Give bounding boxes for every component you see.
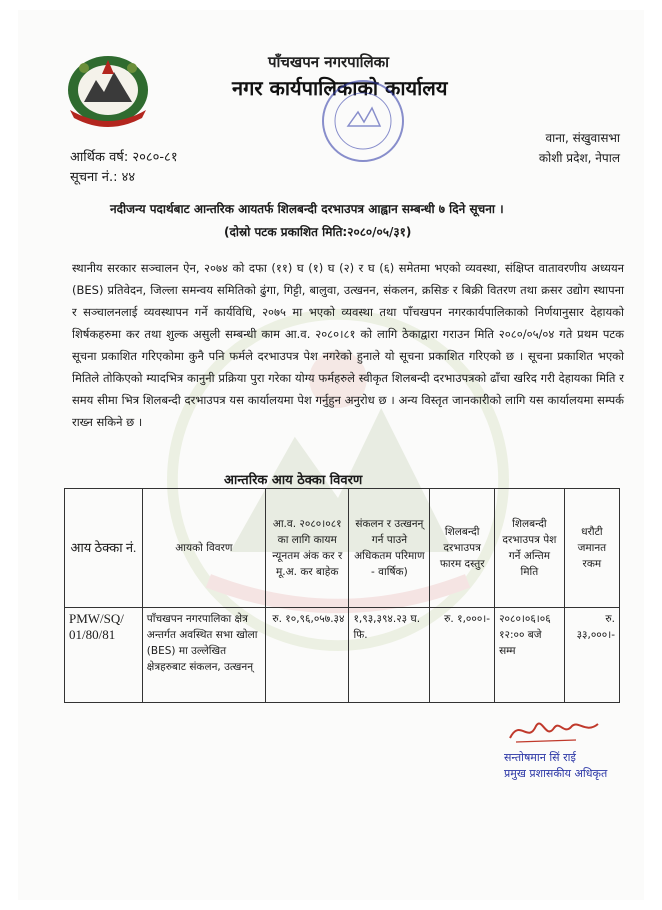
header-deadline: शिलबन्दी दरभाउपत्र पेश गर्ने अन्तिम मिति <box>495 489 565 608</box>
notice-title: नदीजन्य पदार्थबाट आन्तरिक आयतर्फ शिलबन्दी दरभाउपत्र आह्वान सम्बन्धी ७ दिने सूचना । <box>110 202 504 216</box>
office-name: नगर कार्यपालिकाको कार्यालय <box>232 76 448 100</box>
office-seal-icon <box>318 76 408 166</box>
notice-document <box>18 10 644 900</box>
header-max-quantity: संकलन र उत्खनन् गर्न पाउने अधिकतम परिमाण - वार्षिक) <box>349 489 430 608</box>
cell-form-fee: रु. १,०००।- <box>430 608 495 703</box>
header-deposit: धरौटी जमानत रकम <box>564 489 619 608</box>
cell-description: पाँचखपन नगरपालिका क्षेत्र अन्तर्गत अवस्थित सभा खोला (BES) मा उल्लेखित क्षेत्रहरुबाट संकलन, उत्खनन् <box>142 608 265 703</box>
address-line-2: कोशी प्रदेश, नेपाल <box>538 151 620 165</box>
notice-subtitle: (दोस्रो पटक प्रकाशित मिति:२०८०/०५/३१) <box>224 225 412 239</box>
office-address <box>510 128 620 168</box>
nepal-emblem-icon <box>62 48 154 128</box>
notice-meta <box>70 148 178 188</box>
signatory-title: प्रमुख प्रशासकीय अधिकृत <box>504 767 608 780</box>
cell-deadline: २०८०।०६।०६ १२:०० बजे सम्म <box>495 608 565 703</box>
table-caption: आन्तरिक आय ठेक्का विवरण <box>224 473 363 488</box>
table-header-row <box>65 489 620 608</box>
signature-icon <box>506 714 602 746</box>
organization-name: पाँचखपन नगरपालिका <box>268 53 390 71</box>
header-contract-no: आय ठेक्का नं. <box>65 489 143 608</box>
table-row <box>65 608 620 703</box>
fiscal-year: आर्थिक वर्ष: २०८०-८१ <box>70 150 178 165</box>
cell-contract-no: PMW/SQ/ 01/80/81 <box>65 608 143 703</box>
revenue-contract-table <box>64 488 620 703</box>
header-form-fee: शिलबन्दी दरभाउपत्र फारम दस्तुर <box>430 489 495 608</box>
cell-deposit: रु. ३३,०००।- <box>564 608 619 703</box>
header-description: आयको विवरण <box>142 489 265 608</box>
notice-number: सूचना नं.: ४४ <box>70 170 136 185</box>
signatory-name: सन्तोषमान सिं राई <box>504 751 576 764</box>
notice-body: स्थानीय सरकार सञ्चालन ऐन, २०७४ को दफा (११) घ (१) घ (२) र घ (६) समेतमा भएको व्यवस्था, संक्षिप्त वातावरणीय अध्ययन (BES) प्रतिवेदन, जिल्ला समन्वय समितिको ढुंगा, गिट्टी, बालुवा, उत्खनन, संकलन, क्रसिङ र बिक्री वितरण तथा क्रसर उद्योग स्थापना र सञ्चालनलाई व्यवस्थापन गर्ने कार्यविधि, २०७५ मा भएको व्यवस्था तथा पाँचखपन नगरकार्यपालिकाको निर्णयानुसार देहायको शिर्षकहरुमा कर तथा शुल्क असुली सम्बन्धी काम आ.व. २०८०।८१ को लागि ठेकाद्वारा गराउन मिति २०८०/०५/०४ गते प्रथम पटक सूचना प्रकाशित गरिएकोमा कुनै पनि फर्मले दरभाउपत्र पेश नगरेको हुनाले यो सूचना प्रकाशित गरिएको छ । सूचना प्रकाशित भएको मितिले तोकिएको म्यादभित्र कानुनी प्रक्रिया पुरा गरेका योग्य फर्महरुले स्वीकृत शिलबन्दी दरभाउपत्रको ढाँचा खरिद गरी देहायका मिति र समय सीमा भित्र शिलबन्दी दरभाउपत्र यस कार्यालयमा पेश गर्नुहुन अनुरोध छ । अन्य विस्तृत जानकारीको लागि यस कार्यालयमा सम्पर्क राख्न सकिने छ । <box>72 261 624 429</box>
address-line-1: वाना, संखुवासभा <box>545 131 620 145</box>
cell-minimum-amount: रु. १०,९६,०५७.३४ <box>265 608 348 703</box>
cell-max-quantity: १,९३,३९४.२३ घ. फि. <box>349 608 430 703</box>
header-minimum-amount: आ.व. २०८०।०८१ का लागि कायम न्यूनतम अंक कर र मू.अ. कर बाहेक <box>265 489 348 608</box>
